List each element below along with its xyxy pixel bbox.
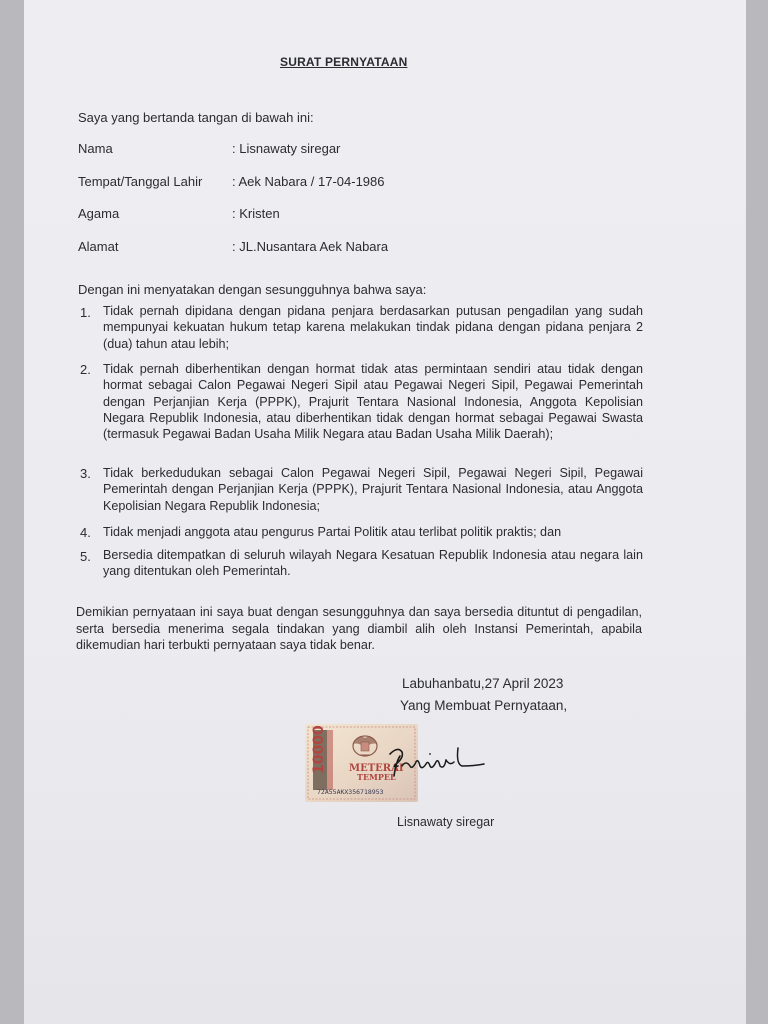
field-label-agama: Agama — [78, 206, 120, 221]
stamp-label-tempel: TEMPEL — [357, 772, 396, 782]
list-item-text: Tidak pernah diberhentikan dengan hormat tidak atas permintaan sendiri atau tidak dengan hormat sebagai Calon Pegawai Negeri Sipil atau Pegawai Negeri Sipil, Pegawai Pemerintah dengan Perjanjian Kerja (PPPK), Prajurit Tentara Nasional Indonesia, Anggota Kepolisian Negara Republik Indonesia, atau diberhentikan tidak dengan hormat sebagai Pegawai Swasta (termasuk Pegawai Badan Usaha Milik Negara atau Badan Usaha Milik Daerah); — [103, 362, 643, 442]
list-item-number: 4. — [80, 525, 91, 540]
list-item-text: Tidak pernah dipidana dengan pidana penjara berdasarkan putusan pengadilan yang sudah mempunyai kekuatan hukum tetap karena melakukan tindak pidana dengan pidana penjara 2 (dua) tahun atau lebih; — [103, 304, 643, 351]
list-item-text: Tidak berkedudukan sebagai Calon Pegawai Negeri Sipil, Pegawai Negeri Sipil, Pegawai Pemerintah dengan Perjanjian Kerja (PPPK), Prajurit Tentara Nasional Indonesia, atau Anggota Kepolisian Negara Republik Indonesia; — [103, 466, 643, 513]
field-value-agama: : Kristen — [232, 206, 280, 221]
stamp-serial: 72A55AKX356718953 — [317, 788, 384, 796]
maker-label: Yang Membuat Pernyataan, — [400, 698, 568, 713]
statement-lead: Dengan ini menyatakan dengan sesungguhnya bahwa saya: — [78, 282, 427, 297]
field-value-alamat: : JL.Nusantara Aek Nabara — [232, 239, 389, 254]
document-title: SURAT PERNYATAAN — [280, 55, 408, 69]
list-item-text: Tidak menjadi anggota atau pengurus Partai Politik atau terlibat politik praktis; dan — [103, 525, 562, 539]
closing-paragraph: Demikian pernyataan ini saya buat dengan sesungguhnya dan saya bersedia dituntut di pengadilan, serta bersedia menerima segala tindakan yang diambil alih oleh Instansi Pemerintah, apabila dikemudian hari terbukti pernyataan saya tidak benar. — [76, 605, 642, 652]
place-date: Labuhanbatu,27 April 2023 — [402, 676, 564, 691]
list-item-number: 2. — [80, 362, 91, 377]
list-item-text: Bersedia ditempatkan di seluruh wilayah Negara Kesatuan Republik Indonesia atau negara lain yang ditentukan oleh Pemerintah. — [103, 548, 643, 579]
signer-name: Lisnawaty siregar — [397, 815, 495, 829]
intro-text: Saya yang bertanda tangan di bawah ini: — [78, 110, 314, 125]
stamp-value: 10000 — [311, 725, 327, 774]
field-value-nama: : Lisnawaty siregar — [232, 141, 341, 156]
field-value-tempat-tanggal-lahir: : Aek Nabara / 17-04-1986 — [232, 174, 385, 189]
stamp-label-meterai: METERAI — [349, 763, 404, 774]
list-item-number: 1. — [80, 305, 91, 320]
handwritten-signature — [384, 736, 490, 782]
field-label-tempat-tanggal-lahir: Tempat/Tanggal Lahir — [78, 174, 203, 189]
field-label-nama: Nama — [78, 141, 113, 156]
list-item-number: 5. — [80, 549, 91, 564]
list-item-number: 3. — [80, 466, 91, 481]
field-label-alamat: Alamat — [78, 239, 119, 254]
